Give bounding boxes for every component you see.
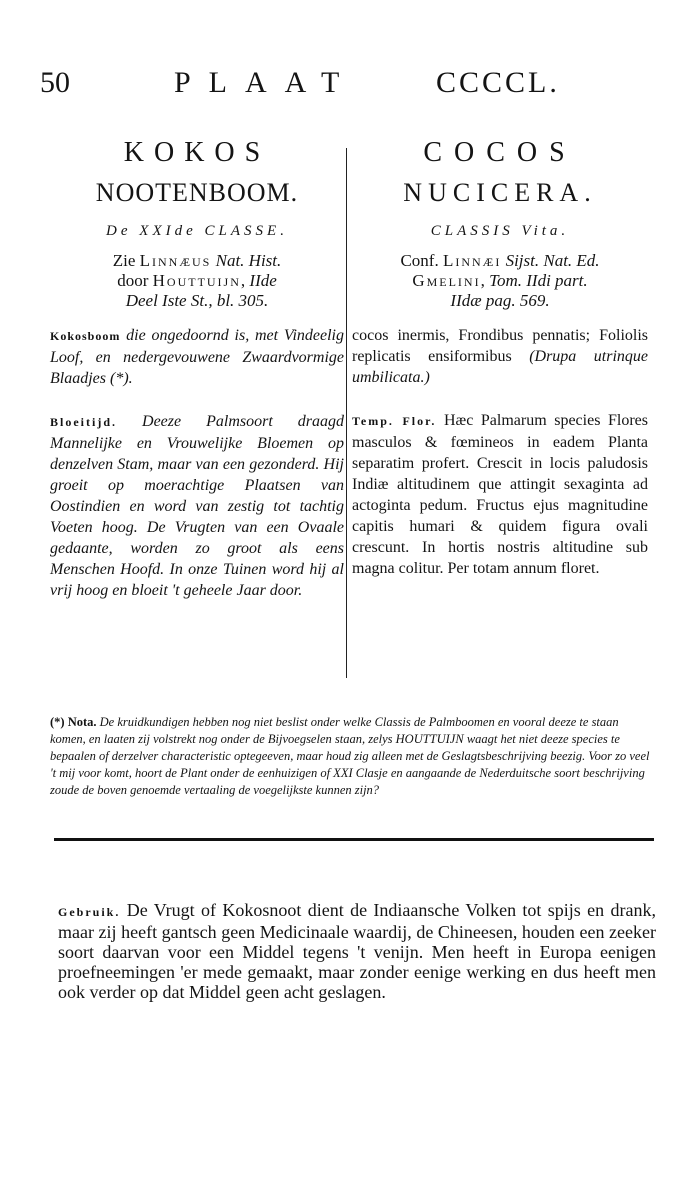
dutch-classis: De XXIde CLASSE. — [106, 223, 288, 239]
ref-translator: Houttuijn — [152, 271, 241, 290]
latin-reference: Conf. Linnæi Sijst. Nat. Ed. Gmelini, Tom. IIdi part. IIdæ pag. 569. — [400, 251, 600, 310]
ref-door: door — [117, 271, 149, 290]
plate-heading: PLAAT — [174, 66, 358, 99]
latin-flowering-text: Hæc Palmarum species Flores masculos & fœmineos in eadem Planta separatim profert. Crescit in locis paludosis Indiæ altitudinem que attingit sexaginta ad actoginta pedum. Fructus ejus magnitudine capitis humari & quidem figura ovali crescunt. In hortis nostris altitudine sub magna colitur. Per totam annum floret. — [352, 412, 649, 577]
ref-latin-line3: IIdæ pag. 569. — [450, 291, 550, 310]
ref-editor: Gmelini — [412, 271, 481, 290]
latin-description — [352, 325, 648, 388]
column-divider — [346, 148, 347, 678]
footnote — [50, 714, 650, 799]
dutch-description — [50, 325, 344, 389]
ref-conf: Conf. — [400, 251, 439, 270]
dutch-reference: Zie Linnæus Nat. Hist. door Houttuijn, IIde Deel Iste St., bl. 305. — [112, 251, 282, 310]
latin-title: COCOS — [423, 137, 577, 168]
latin-description-tail: (Drupa utrinque umbilicata.) — [352, 348, 649, 386]
page-number: 50 — [40, 66, 70, 99]
latin-classis: CLASSIS Vita. — [430, 223, 570, 239]
page-header — [40, 66, 640, 106]
plate-number: CCCCL. — [436, 66, 560, 99]
ref-tom: Tom. IIdi part. — [489, 271, 588, 290]
latin-flowering — [352, 410, 648, 579]
ref-part: IIde — [249, 271, 277, 290]
description-text: die ongedoornd is, met Vindeelig Loof, en nedergevouwene Zwaardvormige Blaadjes (*). — [50, 327, 345, 387]
ref-author: Linnæus — [139, 251, 212, 270]
ref-work: Nat. Hist. — [215, 251, 282, 270]
ref-latin-author: Linnæi — [442, 251, 502, 270]
usage-lead: Gebruik. — [58, 905, 121, 919]
flowering-lead: Bloeitijd. — [50, 415, 117, 429]
ref-line3: Deel Iste St., bl. 305. — [125, 291, 269, 310]
latin-flowering-lead: Temp. Flor. — [352, 414, 437, 428]
description-lead: Kokosboom — [50, 329, 121, 343]
usage-section — [58, 900, 656, 1002]
footnote-text: De kruidkundigen hebben nog niet beslist onder welke Classis de Palmboomen en vooral deeze te staan komen, en laaten zij volstrekt nog onder de Bijvoegselen staan, zelys HOUTTUIJN waagt het niet deeze species te bepaalen of derzelver characteristic optegeeven, maar houd zig alleen met de Geslagtsbeschrijving beezig. Voor zo veel 't mij voor komt, hoort de Plant onder de eenhuizigen of XXI Clasje en aangaande de Nederduitsche soort beschrijving zoude de boven genoemde vertaaling de voegelijkste kunnen zijn? — [50, 715, 650, 797]
latin-column — [352, 133, 648, 579]
dutch-subtitle: NOOTENBOOM. — [95, 178, 299, 207]
ref-zie: Zie — [112, 251, 136, 270]
latin-description-lead: cocos — [352, 327, 389, 344]
dutch-title: KOKOS — [123, 137, 271, 168]
flowering-text: Deeze Palmsoort draagd Mannelijke en Vrouwelijke Bloemen op denzelven Stam, maar van een gezonderd. Hij groeit op moerachtige Plaatsen van Oostindien en word van zestig tot tachtig Voeten hoog. De Vrugten van een Ovaale gedaante, worden zo groot als eens Menschen Hoofd. In onze Tuinen word hij al vrij hoog en bloeit 't geheele Jaar door. — [50, 413, 345, 599]
ref-latin-work: Sijst. Nat. Ed. — [505, 251, 600, 270]
latin-description-text: inermis, Frondibus pennatis; Foliolis replicatis ensiformibus — [352, 327, 648, 365]
dutch-flowering — [50, 411, 344, 601]
horizontal-rule — [54, 838, 654, 841]
dutch-column — [50, 133, 344, 601]
footnote-mark: (*) — [50, 715, 65, 729]
footnote-label: Nota. — [67, 715, 97, 729]
latin-subtitle: NUCICERA. — [403, 178, 597, 207]
usage-text: De Vrugt of Kokosnoot dient de Indiaansche Volken tot spijs en drank, maar zij heeft gantsch geen Medicinaale waardij, de Chineesen, houden een zeeker soort daarvan voor een Middel tegens 't venijn. Men heeft in Europa eenigen proefneemingen 'er mede gemaakt, maar zonder eenige werking en dus heeft men ook verder op dat Middel geen acht geslagen. — [58, 900, 656, 1002]
